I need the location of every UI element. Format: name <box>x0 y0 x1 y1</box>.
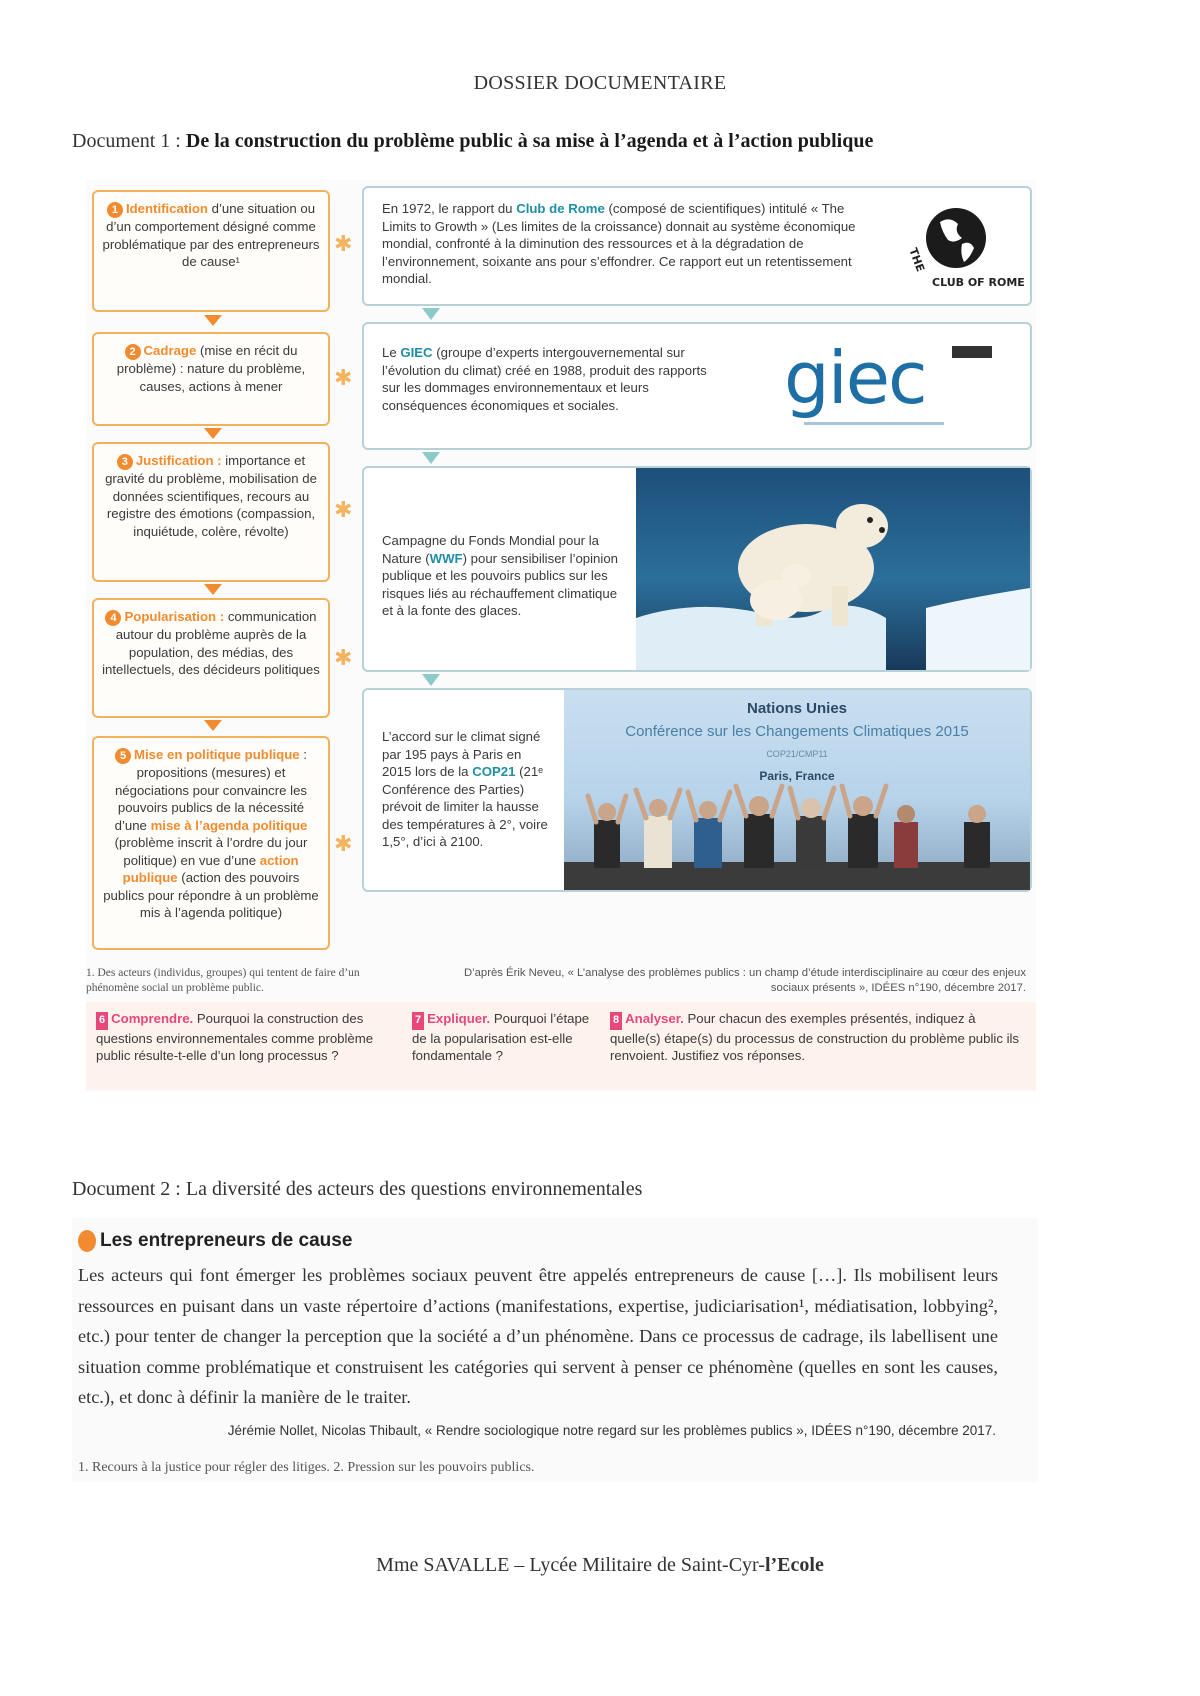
example-1-pre: En 1972, le rapport du <box>382 201 513 216</box>
example-giec <box>362 322 1032 450</box>
footer-text: Mme SAVALLE – Lycée Militaire de Saint-Cyr- <box>376 1554 765 1576</box>
doc1-source: D’après Érik Neveu, « L’analyse des problèmes publics : un champ d’étude interdisciplinaire au cœur des enjeux sociaux présents », IDÉES n°190, décembre 2017. <box>463 967 1026 994</box>
step-2-text: (mise en récit du problème) : nature du problème, causes, actions à mener <box>116 343 306 394</box>
doc1-figure <box>86 180 1036 1092</box>
step-2-number: 2 <box>125 344 141 360</box>
question-6-number: 6 <box>96 1012 108 1030</box>
question-6-label: Comprendre. <box>111 1011 194 1026</box>
question-8-label: Analyser. <box>625 1011 684 1026</box>
example-2-pre: Le <box>382 345 397 360</box>
example-4-post: (21ᵉ Conférence des Parties) prévoit de limiter la hausse des températures à 2°, voire 1,5°, d’ici à 2100. <box>382 764 548 849</box>
step-4-text: communication autour du problème auprès de la population, des médias, des intellectuels, des décideurs politiques <box>102 609 320 677</box>
question-7-text: Pourquoi l’étape de la popularisation est-elle fondamentale ? <box>412 1011 590 1063</box>
doc1-label: Document 1 : <box>72 130 181 152</box>
question-6-text: Pourquoi la construction des questions environnementales comme problème public résulte-t-elle d’un long processus ? <box>96 1011 374 1063</box>
example-wwf <box>362 466 1032 672</box>
question-8-text: Pour chacun des exemples présentés, indiquez à quelle(s) étape(s) du processus de construction du problème public ils renvoient. Justifiez vos réponses. <box>610 1011 1020 1063</box>
doc2-source: Jérémie Nollet, Nicolas Thibault, « Rendre sociologique notre regard sur les problèmes publics », IDÉES n°190, décembre 2017. <box>227 1423 996 1438</box>
example-4-pre: L’accord sur le climat signé par 195 pays à Paris en 2015 lors de la <box>382 729 541 779</box>
example-cop21 <box>362 688 1032 892</box>
step-arrow-down <box>204 720 222 731</box>
question-7 <box>402 1002 600 1090</box>
doc2-figure <box>72 1218 1038 1482</box>
example-1-highlight: Club de Rome <box>516 201 605 216</box>
doc1-footnote: 1. Des acteurs (individus, groupes) qui tentent de faire d’un phénomène social un problème public. <box>86 967 360 994</box>
polar-bear-photo <box>636 468 1030 670</box>
step-5-number: 5 <box>115 748 131 764</box>
doc2-body: Les acteurs qui font émerger les problèmes sociaux peuvent être appelés entrepreneurs de cause […]. Ils mobilisent leurs ressources en puisant dans un vaste répertoire d’actions (manifestations, expertise, judiciarisation¹, médiatisation, lobbying², etc.) pour tenter de changer la perception que la société a d’un phénomène. Dans ce processus de cadrage, ils labellisent une situation comme problématique et construisent les catégories qui servent à penser ce phénomène (quelles en sont les causes, etc.), et donc à définir la manière de le traiter. <box>78 1265 998 1407</box>
svg-text:CLUB OF ROME: CLUB OF ROME <box>932 276 1025 289</box>
step-4-box <box>92 598 330 718</box>
step-5-highlight-action: action publique <box>122 852 299 885</box>
cop21-banner-title: Nations Unies <box>746 700 848 717</box>
example-4-highlight: COP21 <box>472 764 516 779</box>
question-7-label: Expliquer. <box>427 1011 491 1026</box>
step-5-text: : propositions (mesures) et négociations pour convaincre les pouvoirs publics de la nécessité d’une <box>114 747 308 833</box>
giec-logo <box>784 338 994 438</box>
arrow-right-icon: ✱ <box>334 646 353 671</box>
orange-bullet-icon <box>78 1230 96 1252</box>
step-arrow-down <box>204 584 222 595</box>
club-of-rome-logo <box>906 200 1025 296</box>
arrow-right-icon: ✱ <box>334 232 353 257</box>
example-arrow-down <box>422 674 440 686</box>
question-6 <box>86 1002 402 1090</box>
example-club-de-rome <box>362 186 1032 306</box>
doc2-label: Document 2 : <box>72 1178 181 1200</box>
step-2-highlight: Cadrage <box>143 343 197 358</box>
page-footer <box>0 1554 1200 1577</box>
step-1-box <box>92 190 330 312</box>
step-1-highlight: Identification <box>125 201 208 216</box>
example-2-highlight: GIEC <box>400 345 433 360</box>
example-arrow-down <box>422 452 440 464</box>
question-8-number: 8 <box>610 1012 622 1030</box>
cop21-banner-small: COP21/CMP11 <box>766 749 828 759</box>
step-5-text-2: (problème inscrit à l’ordre du jour politique) en vue d’une <box>114 835 308 868</box>
step-5-text-3: (action des pouvoirs publics pour répondre à un problème mis à l’agenda politique) <box>103 870 319 920</box>
example-1-post: (composé de scientifiques) intitulé « The Limits to Growth » (Les limites de la croissance) donnait au système économique mondial, confronté à la diminution des ressources et à la dégradation de l’environnement, soixante ans pour s’effondrer. Ce rapport eut un retentissement mondial. <box>382 201 856 286</box>
arrow-right-icon: ✱ <box>334 832 353 857</box>
question-8 <box>600 1002 1036 1090</box>
doc2-heading <box>72 1178 642 1201</box>
step-4-highlight: Popularisation : <box>124 609 225 624</box>
step-5-highlight-agenda: mise à l’agenda politique <box>150 817 308 833</box>
step-4-number: 4 <box>105 610 121 626</box>
example-3-pre: Campagne du Fonds Mondial pour la Nature ( <box>382 533 599 566</box>
page-title: DOSSIER DOCUMENTAIRE <box>473 72 727 94</box>
example-arrow-down <box>422 308 440 320</box>
arrow-right-icon: ✱ <box>334 366 353 391</box>
doc2-box-title <box>78 1230 352 1252</box>
example-3-post: ) pour sensibiliser l’opinion publique et les pouvoirs publics sur les risques liés au réchauffement climatique et à la fonte des glaces. <box>382 550 618 618</box>
example-3-highlight: WWF <box>429 550 463 566</box>
cop21-banner-place: Paris, France <box>759 769 835 783</box>
doc2-footnote: 1. Recours à la justice pour régler des litiges. 2. Pression sur les pouvoirs publics. <box>78 1460 535 1475</box>
question-7-number: 7 <box>412 1012 424 1030</box>
arrow-right-icon: ✱ <box>334 498 353 523</box>
footer-bold: l’Ecole <box>764 1554 824 1576</box>
step-1-text: d’une situation ou d’un comportement désigné comme problématique par des entrepreneurs de cause¹ <box>102 201 320 269</box>
example-1-text <box>382 200 872 288</box>
example-4-text <box>382 728 552 851</box>
example-3-text <box>382 532 622 620</box>
step-3-text: importance et gravité du problème, mobilisation de données scientifiques, recours au registre des émotions (compassion, inquiétude, colère, révolte) <box>105 453 317 539</box>
step-3-box <box>92 442 330 582</box>
doc2-title: La diversité des acteurs des questions environnementales <box>185 1178 643 1200</box>
step-2-box <box>92 332 330 426</box>
step-5-highlight: Mise en politique publique <box>134 747 300 762</box>
doc2-box-title-text: Les entrepreneurs de cause <box>100 1230 353 1252</box>
step-arrow-down <box>204 428 222 439</box>
step-1-number: 1 <box>107 202 123 218</box>
doc1-title: De la construction du problème public à sa mise à l’agenda et à l’action publique <box>185 130 874 152</box>
step-arrow-down <box>204 315 222 326</box>
giec-logo-text: giec <box>784 336 926 420</box>
example-2-post: (groupe d’experts intergouvernemental sur l’évolution du climat) créé en 1988, produit des rapports sur les dommages environnementaux et leurs conséquences économiques et sociales. <box>382 345 707 413</box>
example-2-text <box>382 344 712 414</box>
step-3-number: 3 <box>117 454 133 470</box>
doc1-heading <box>72 130 873 153</box>
svg-text:THE: THE <box>906 246 927 274</box>
step-3-highlight: Justification : <box>135 453 222 468</box>
step-5-box <box>92 736 330 950</box>
cop21-photo <box>564 690 1030 890</box>
cop21-banner-subtitle: Conférence sur les Changements Climatiques 2015 <box>625 723 969 740</box>
